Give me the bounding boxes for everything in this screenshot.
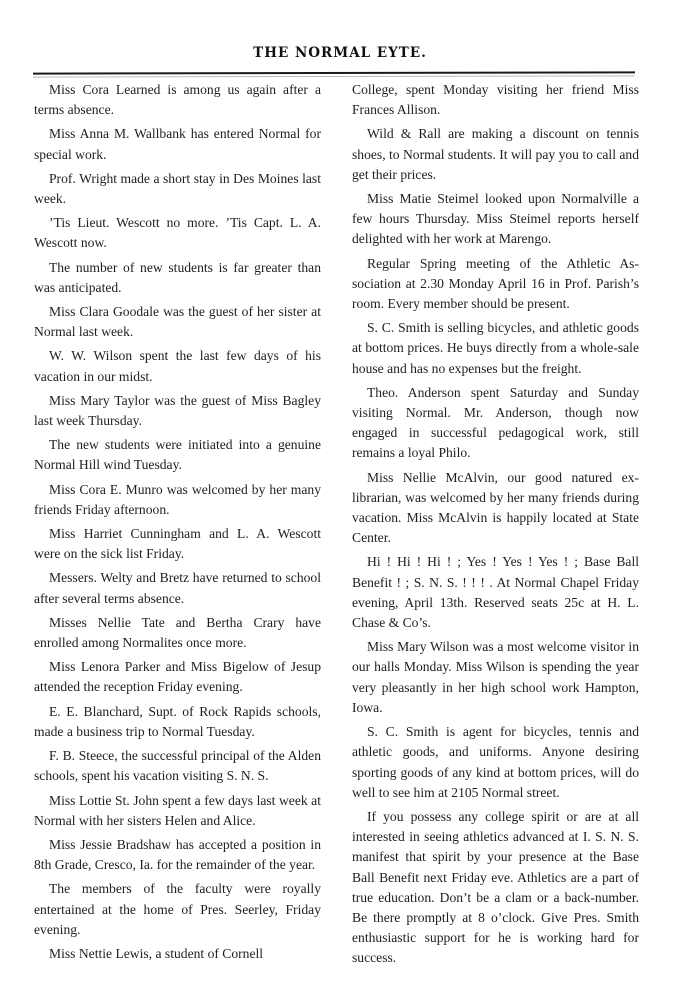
news-item: Miss Anna M. Wallbank has entered Normal for special work. xyxy=(34,126,321,162)
running-head-title: THE NORMAL EYTE. xyxy=(253,45,427,61)
news-item: S. C. Smith is selling bicycles, and athletic goods at bottom prices. He buys directly from a whole-sale house and has no expenses but the freight. xyxy=(352,320,639,376)
news-item: Messers. Welty and Bretz have returned to school after several terms absence. xyxy=(34,570,321,606)
news-item: Prof. Wright made a short stay in Des Moines last week. xyxy=(34,170,321,207)
news-item: Hi ! Hi ! Hi ! ; Yes ! Yes ! Yes ! ; Base Ball Benefit ! ; S. N. S. ! ! ! . At Normal Chapel Friday evening, April 13th. Reserved seats 25c at H. L. Chase & Co’s. xyxy=(352,554,639,631)
news-item: W. W. Wilson spent the last few days of his vacation in our midst. xyxy=(34,348,321,384)
header-rule xyxy=(33,71,635,74)
news-item: Miss Nellie McAlvin, our good natured ex-librarian, was welcomed by her many friends during vacation. Miss McAlvin is happily located at State Center. xyxy=(352,469,639,546)
news-item: Miss Cora Learned is among us again after a terms absence. xyxy=(34,82,321,118)
news-item: Miss Lottie St. John spent a few days last week at Normal with her sisters Helen and Alice. xyxy=(34,792,321,828)
news-item: ’Tis Lieut. Wescott no more. ’Tis Capt. L. A. Wescott now. xyxy=(34,215,321,251)
right-column xyxy=(352,80,639,973)
header-rule-shadow xyxy=(33,75,635,77)
news-item: Miss Nettie Lewis, a student of Cornell xyxy=(49,945,264,961)
news-item: Theo. Anderson spent Saturday and Sunday visiting Normal. Mr. Anderson, though now engaged in successful pedagogical work, still remains a loyal Philo. xyxy=(352,384,639,461)
news-item: The members of the faculty were royally entertained at the home of Pres. Seerley, Friday evening. xyxy=(34,881,321,937)
news-item: Misses Nellie Tate and Bertha Crary have enrolled among Normalites once more. xyxy=(34,614,321,651)
news-item: The new students were initiated into a genuine Normal Hill wind Tuesday. xyxy=(34,437,321,473)
news-item: S. C. Smith is agent for bicycles, tennis and athletic goods, and uniforms. Anyone desiring sporting goods of any kind at bottom prices, will do well to see him at 2105 Normal street. xyxy=(352,724,639,800)
news-item: Miss Lenora Parker and Miss Bigelow of Jesup attended the reception Friday evening. xyxy=(34,659,321,695)
news-item: Miss Matie Steimel looked upon Normalville a few hours Thursday. Miss Steimel reports herself delighted with her work at Marengo. xyxy=(352,191,639,247)
left-column xyxy=(34,80,321,968)
news-item-continued: College, spent Monday visiting her friend Miss Frances Allison. xyxy=(352,82,639,118)
news-item: F. B. Steece, the successful principal of the Alden schools, spent his vacation visiting S. N. S. xyxy=(34,748,321,784)
news-item: Miss Harriet Cunningham and L. A. Wescott were on the sick list Friday. xyxy=(34,526,321,562)
news-item: Miss Cora E. Munro was welcomed by her many friends Friday afternoon. xyxy=(34,481,321,517)
news-item: Miss Mary Taylor was the guest of Miss Bagley last week Thursday. xyxy=(34,392,321,429)
news-item: Wild & Rall are making a discount on tennis shoes, to Normal students. It will pay you to call and get their prices. xyxy=(352,126,639,182)
news-item: Miss Clara Goodale was the guest of her sister at Normal last week. xyxy=(34,304,321,340)
news-item: If you possess any college spirit or are at all interested in seeing athletics advanced at I. S. N. S. manifest that spirit by your presence at the Base Ball Benefit next Friday eve. Athletics are a part of true education. Don’t be a clam or a back-number. Be there promptly at 8 o’clock. Give Pres. Smith enthusiastic support for he is working hard for success. xyxy=(352,808,639,966)
news-item: Regular Spring meeting of the Athletic Association at 2.30 Monday April 16 in Prof. Parish’s room. Every member should be present. xyxy=(352,255,639,312)
news-item: Miss Mary Wilson was a most welcome visitor in our halls Monday. Miss Wilson is spending the year very pleasantly in her high school work Hampton, Iowa. xyxy=(352,639,639,715)
news-item: Miss Jessie Bradshaw has accepted a position in 8th Grade, Cresco, Ia. for the remainder of the year. xyxy=(34,836,321,873)
news-item: The number of new students is far greater than was anticipated. xyxy=(34,259,321,295)
news-item: E. E. Blanchard, Supt. of Rock Rapids schools, made a business trip to Normal Tuesday. xyxy=(34,703,321,739)
